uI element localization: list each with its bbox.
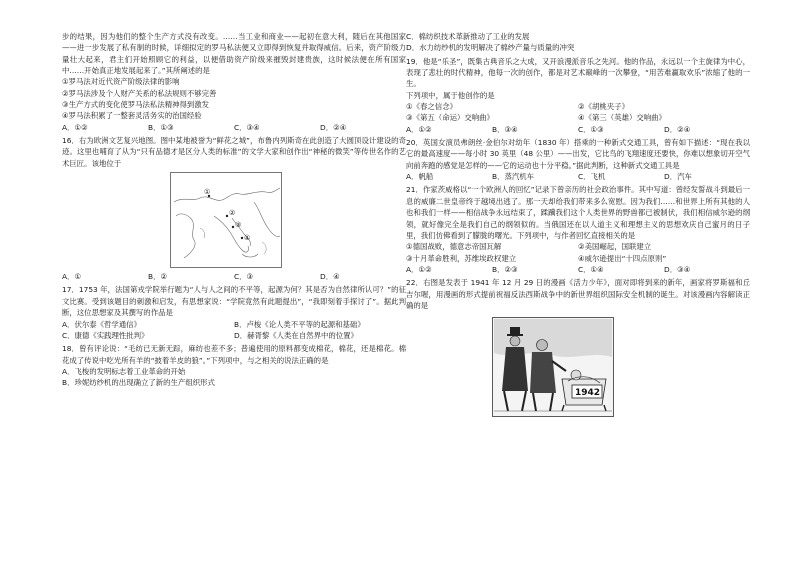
q20-choices [406, 171, 750, 182]
choice-b[interactable]: B．珍妮纺纱机的出现确立了新的生产组织形式 [62, 378, 215, 388]
choice-a[interactable]: A．①② [406, 264, 432, 274]
question-18 [62, 343, 406, 366]
cartoon-figure [492, 317, 614, 417]
option-1: ①德国战败，德意志帝国瓦解 [406, 242, 502, 252]
choice-b[interactable]: B．② [148, 272, 168, 282]
choice-c[interactable]: C．③④ [234, 122, 260, 132]
choice-a[interactable]: A．①② [62, 122, 88, 132]
q17-choices-row-2 [62, 330, 406, 341]
q21-options-row-1 [406, 241, 750, 252]
option-4: ④《第三（英雄）交响曲》 [578, 113, 666, 123]
question-number: 16． [62, 136, 79, 146]
cartoon-year-label: 1942 [575, 388, 601, 399]
question-number: 22． [406, 278, 424, 288]
question-text: 1753 年，法国第戎学院举行题为“人与人之间的不平等，起源为何？其是否为自然律所认可？”的征文比赛。受到该题目的刺激和启发，有思想家说：“学院竟然有此题提出”，“我即刻着手探讨了”。据此判断，这位思想家及其撰写的作品是 [62, 285, 406, 318]
question-21 [406, 184, 750, 241]
q21-choices [406, 264, 750, 275]
question-19 [406, 56, 750, 90]
political-cartoon [492, 317, 614, 417]
choice-b[interactable]: B．②③ [492, 264, 518, 274]
intro-option-3: ③生产方式的变化使罗马法私法精神得到激发 [62, 100, 210, 110]
left-column [62, 31, 406, 389]
q19-options-row-2 [406, 112, 750, 123]
q16-choices [62, 271, 406, 282]
renaissance-europe-map [170, 172, 282, 268]
choice-a[interactable]: A．帆船 [406, 172, 434, 182]
intro-option-1: ①罗马法对近代资产阶级法律的影响 [62, 77, 180, 87]
question-number: 21． [406, 185, 423, 195]
option-4: ④威尔逊提出“十四点原则” [578, 253, 667, 263]
choice-b[interactable]: B．蒸汽机车 [492, 172, 535, 182]
choice-d[interactable]: D．③④ [664, 264, 691, 274]
choice-a[interactable]: A．飞梭的发明标志着工业革命的开始 [62, 366, 186, 376]
choice-d[interactable]: D．②④ [320, 122, 347, 132]
question-17 [62, 284, 406, 318]
question-number: 19． [406, 56, 423, 66]
choice-c[interactable]: C．康德《实践理性批判》 [62, 330, 149, 340]
choice-b[interactable]: B．卢梭《论人类不平等的起源和基础》 [234, 319, 365, 329]
question-16 [62, 135, 406, 169]
question-number: 17． [62, 285, 79, 295]
intro-option-2: ②罗马法涉及个人财产关系的私法规则不够完善 [62, 88, 217, 98]
q19-options-row-1 [406, 101, 750, 112]
option-3: ③《第五（命运）交响曲》 [406, 113, 494, 123]
intro-passage: 步的结果，因为他们的整个生产方式没有改变。……当工业和商业——起初在意大利，随后在其他国家——进一步发展了私有制的时候，详细拟定的罗马私法便又立即得到恢复并取得威信。后来，资产阶级力量壮大起来，君主们开始照顾它的利益，以便借助资产阶级来摧毁封建贵族，这时候法便在所有国家中……开始真正地发展起来了。”其所阐述的是 [62, 32, 406, 76]
right-column [406, 31, 750, 417]
choice-b[interactable]: B．③④ [492, 124, 518, 134]
question-20 [406, 137, 750, 171]
q19-choices [406, 124, 750, 135]
choice-d[interactable]: D．汽车 [664, 172, 692, 182]
option-2: ②美国崛起，国联建立 [578, 242, 652, 252]
q17-choices-row-1 [62, 319, 406, 330]
map-label-1: ① [204, 188, 211, 197]
choice-c[interactable]: C．飞机 [578, 172, 606, 182]
choice-a[interactable]: A．①② [406, 124, 432, 134]
intro-option-4: ④罗马法积累了一整套灵活务实的治国经验 [62, 111, 202, 121]
map-label-2: ② [229, 209, 236, 218]
option-3: ③十月革命胜利，苏维埃政权建立 [406, 253, 517, 263]
question-text: 右为欧洲文艺复兴地图。图中某地被誉为“鲜花之城”，布鲁内列斯奇在此创造了大圆顶设计建设的奇迹。这里也哺育了从为“只有品德才是区分人类的标准”的文学大家和创作出“神秘的微笑”等传世名作的艺术巨匠。该地位于 [62, 136, 406, 168]
q21-options-row-2 [406, 253, 750, 264]
choice-c[interactable]: C．①④ [578, 264, 604, 274]
choice-c[interactable]: C．棉纺织技术革新推动了工业的发展 [406, 32, 530, 41]
choice-a[interactable]: A．① [62, 272, 82, 282]
choice-c[interactable]: C．①③ [578, 124, 604, 134]
question-22 [406, 277, 750, 311]
choice-a[interactable]: A．伏尔泰《哲学通信》 [62, 319, 141, 329]
option-1: ①《春之信念》 [406, 102, 457, 112]
map-label-4: ④ [244, 234, 251, 243]
choice-d[interactable]: D．赫胥黎《人类在自然界中的位置》 [234, 330, 358, 340]
question-number: 18． [62, 344, 80, 354]
choice-d[interactable]: D．水力纺纱机的发明解决了棉纱产量与质量的冲突 [406, 43, 575, 53]
question-number: 20． [406, 138, 423, 148]
choice-b[interactable]: B．①③ [148, 122, 174, 132]
map-label-3: ③ [235, 221, 242, 230]
map-figure [170, 172, 282, 268]
question-text: 作家茨威格以“一个欧洲人的回忆”记录下曾亲历的社会政治事件。其中写道：曾经发誓战斗到最后一息的威廉二世皇帝终于越境出逃了。那一天却给我们带来多么宽慰。因为我们……和世界上所有其他的人也和我们一样——相信战争永远结束了，蹂躏我们这个人类世界的野兽都已被制伏，我们相信威尔逊的纲领，就好像完全是我们自己的纲领似的。当俄国还在以人道主义和理想主义的思想欢庆自己蜜月的日子里，我们仿佛看到了朦胧的曙光。下列项中，与作者回忆直接相关的是 [406, 185, 750, 240]
question-text: 曾有评论说：“毛纺已无新无踪，麻纺也差不多；普遍使用的原料都变成棉花，棉花，还是棉花。棉花成了传说中吃光所有羊的“披着羊皮的狼”。”下列项中，与之相关的说法正确的是 [62, 344, 406, 365]
question-prompt: 下列项中，属于他创作的是 [406, 90, 495, 100]
choice-c[interactable]: C．③ [234, 272, 254, 282]
question-text: 右图是发表于 1941 年 12 月 29 日的漫画《活力少年》，面对即将到来的新年，画家将罗斯福和丘吉尔喔，用漫画的形式提前祝福反法西斯战争中的新世界组织国际安全机制的诞生。对该漫画内容解读正确的是 [406, 278, 750, 310]
choice-d[interactable]: D．②④ [664, 124, 691, 134]
option-2: ②《胡桃夹子》 [578, 102, 629, 112]
choice-d[interactable]: D．④ [320, 272, 340, 282]
question-text: 英国女演员弗朗丝·金伯尔对幼年（1830 年）搭乘的一种新式交通工具，曾有如下描述：“现在我以它的最高速度——每小时 30 英里（48 公里）——出发，它比鸟的飞翔速度还要快，你难以想象切开空气向前奔跑的感觉是怎样的——它的运动也十分平稳。”据此判断，这种新式交通工具是 [406, 138, 751, 170]
intro-choices [62, 122, 406, 133]
question-text: 他是“乐圣”，既集古典音乐之大成，又开浪漫派音乐之先河。他的作品，永远以一个主旋律为中心，表现了悲壮的时代精神，他每一次的创作，都是对艺术巅峰的一次攀登，“用苦难赢取欢乐”浓缩了他的一生。 [406, 56, 750, 89]
